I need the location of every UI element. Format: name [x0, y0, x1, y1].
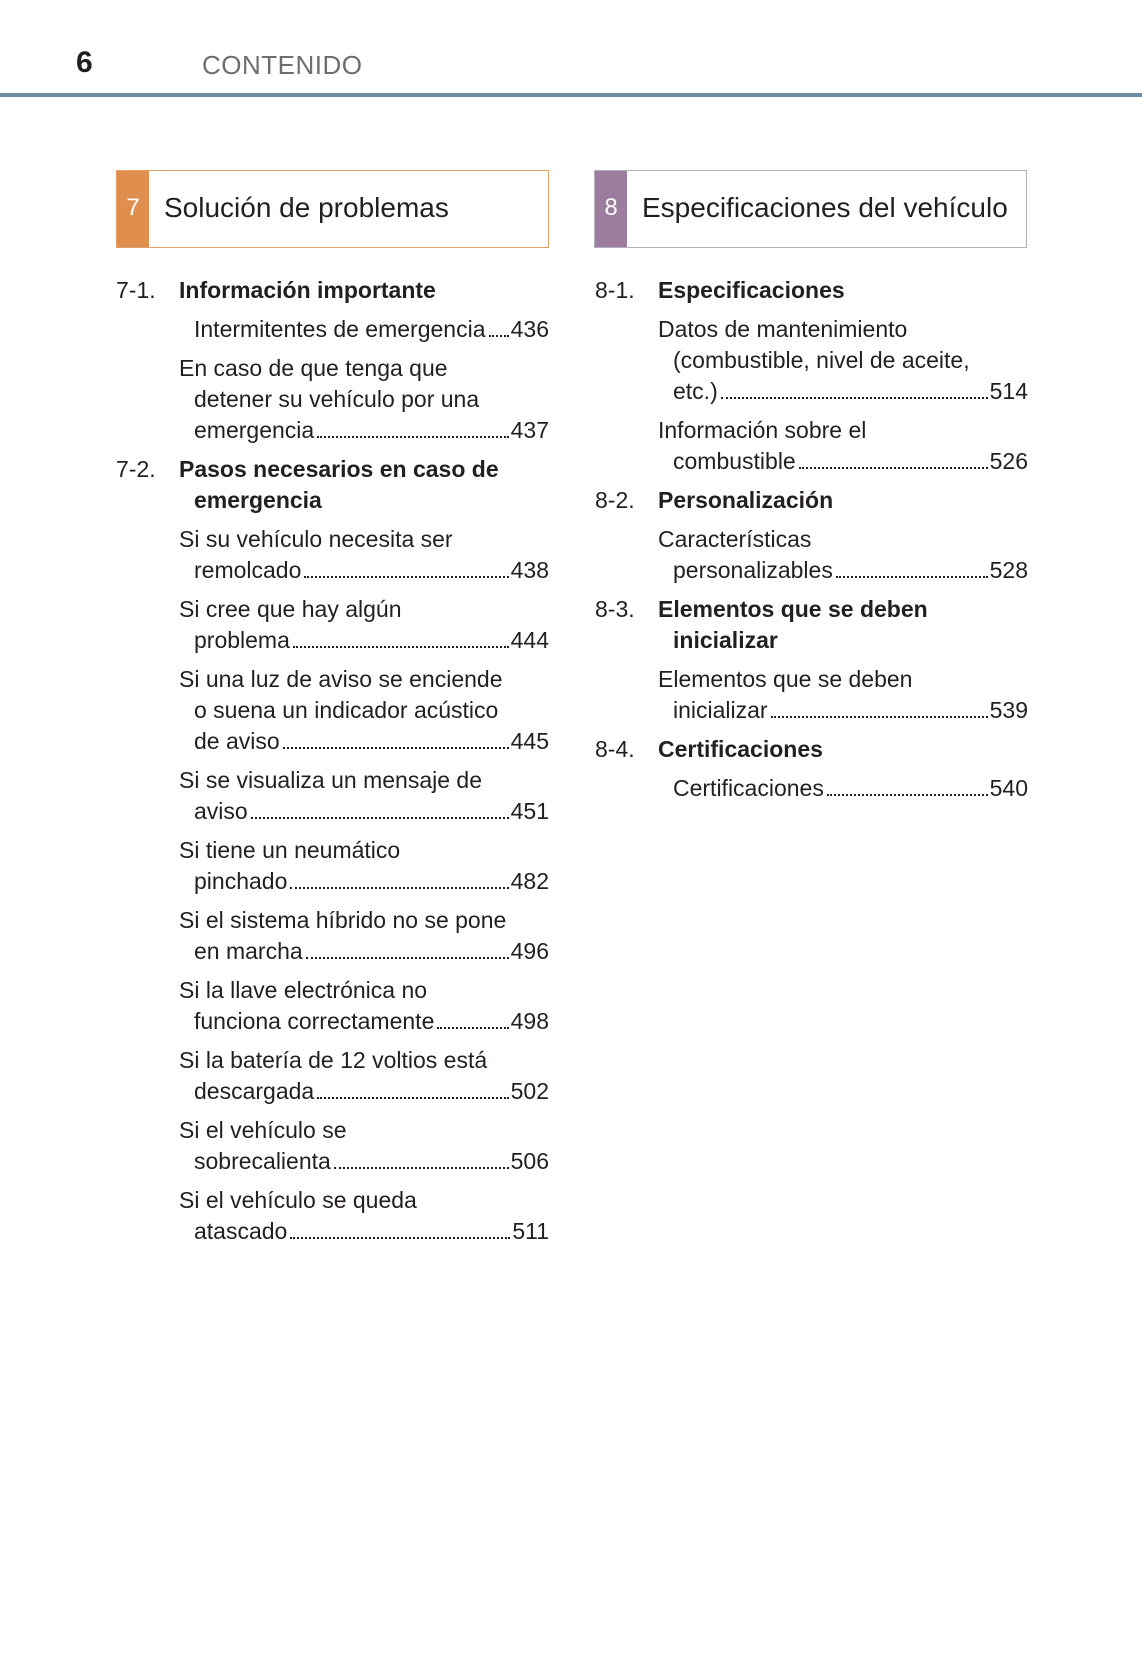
- toc-section: [116, 454, 536, 516]
- chapter-8-toc: [595, 275, 1028, 804]
- page-ref: 438: [510, 557, 549, 583]
- toc-entry[interactable]: [179, 1185, 549, 1247]
- chapter-8-number: 8: [595, 171, 627, 247]
- dot-leader: [836, 576, 988, 578]
- entry-leader-line: [673, 555, 1028, 586]
- dot-leader: [721, 397, 988, 399]
- section-number: 8-2.: [595, 487, 635, 513]
- entry-text: Si la llave electrónica no: [179, 977, 428, 1003]
- entry-last-line: de aviso: [194, 728, 280, 754]
- page-ref: 482: [510, 868, 549, 894]
- entry-text: Si el vehículo se: [179, 1117, 347, 1143]
- toc-entry[interactable]: [658, 415, 1028, 477]
- toc-entry[interactable]: [179, 664, 549, 757]
- dot-leader: [251, 817, 509, 819]
- toc-entry[interactable]: [179, 905, 549, 967]
- page-ref: 502: [510, 1078, 549, 1104]
- entry-text: Si cree que hay algún: [179, 596, 402, 622]
- entry-text: Si se visualiza un mensaje de: [179, 767, 482, 793]
- toc-entry[interactable]: [658, 314, 1028, 407]
- toc-entry[interactable]: [179, 1045, 549, 1107]
- page-ref: 444: [510, 627, 549, 653]
- page-ref: 436: [510, 316, 549, 342]
- entry-text: Si la batería de 12 voltios está: [179, 1047, 488, 1073]
- section-title: Elementos que se deben inicializar: [658, 596, 928, 653]
- toc-entry[interactable]: [179, 594, 549, 656]
- page-ref: 496: [510, 938, 549, 964]
- dot-leader: [437, 1027, 508, 1029]
- page-ref: 511: [512, 1218, 549, 1244]
- toc-entry[interactable]: [179, 353, 549, 446]
- entry-leader-line: [673, 695, 1028, 726]
- toc-entry[interactable]: [658, 773, 1028, 804]
- dot-leader: [317, 436, 508, 438]
- section-title: Información importante: [179, 277, 436, 303]
- dot-leader: [489, 335, 509, 337]
- dot-leader: [799, 467, 988, 469]
- dot-leader: [290, 1237, 510, 1239]
- page-ref: 506: [510, 1148, 549, 1174]
- entry-text: Características: [658, 526, 812, 552]
- entry-leader-line: [194, 625, 549, 656]
- chapter-8-header: [594, 170, 1027, 248]
- toc-entry[interactable]: [179, 975, 549, 1037]
- entry-last-line: inicializar: [673, 697, 768, 723]
- toc-entry[interactable]: [179, 765, 549, 827]
- dot-leader: [283, 747, 509, 749]
- entry-leader-line: [194, 555, 549, 586]
- entry-text: Elementos que se deben: [658, 666, 913, 692]
- entry-leader-line: [194, 415, 549, 446]
- dot-leader: [293, 646, 509, 648]
- toc-section: [116, 275, 536, 306]
- page-ref: 451: [510, 798, 549, 824]
- entry-last-line: emergencia: [194, 417, 315, 443]
- entry-text: Si el vehículo se queda: [179, 1187, 417, 1213]
- toc-entry[interactable]: [179, 314, 549, 345]
- page-ref: 526: [989, 448, 1028, 474]
- dot-leader: [290, 887, 508, 889]
- entry-last-line: pinchado: [194, 868, 288, 894]
- dot-leader: [317, 1097, 508, 1099]
- running-title: CONTENIDO: [202, 50, 363, 80]
- entry-last-line: Intermitentes de emergencia: [194, 316, 486, 342]
- dot-leader: [827, 794, 988, 796]
- entry-leader-line: [194, 726, 549, 757]
- section-number: 8-4.: [595, 736, 635, 762]
- chapter-7-toc: [116, 275, 549, 1247]
- entry-leader-line: [194, 1146, 549, 1177]
- toc-entry[interactable]: [658, 664, 1028, 726]
- page-ref: 514: [989, 378, 1028, 404]
- chapter-7-number: 7: [117, 171, 149, 247]
- toc-section: [595, 734, 1015, 765]
- entry-text: En caso de que tenga que detener su vehículo por una: [179, 355, 480, 412]
- section-number: 7-2.: [116, 456, 156, 482]
- entry-leader-line: [673, 773, 1028, 804]
- toc-entry[interactable]: [179, 524, 549, 586]
- entry-last-line: aviso: [194, 798, 248, 824]
- entry-last-line: sobrecalienta: [194, 1148, 331, 1174]
- section-number: 7-1.: [116, 277, 156, 303]
- section-title: Pasos necesarios en caso de emergencia: [179, 456, 499, 513]
- entry-last-line: remolcado: [194, 557, 302, 583]
- chapter-8-title: Especificaciones del vehículo: [642, 192, 1008, 223]
- entry-leader-line: [673, 446, 1028, 477]
- toc-entry[interactable]: [179, 1115, 549, 1177]
- entry-leader-line: [194, 1216, 549, 1247]
- section-title: Certificaciones: [658, 736, 823, 762]
- page-ref: 539: [989, 697, 1028, 723]
- toc-section: [595, 485, 1015, 516]
- chapter-7-title: Solución de problemas: [164, 192, 449, 223]
- entry-text: Si una luz de aviso se enciende o suena un indicador acústico: [179, 666, 503, 723]
- entry-text: Si su vehículo necesita ser: [179, 526, 453, 552]
- entry-last-line: etc.): [673, 378, 718, 404]
- entry-text: Datos de mantenimiento (combustible, nivel de aceite,: [658, 316, 970, 373]
- section-title: Personalización: [658, 487, 834, 513]
- section-title: Especificaciones: [658, 277, 845, 303]
- entry-leader-line: [194, 314, 549, 345]
- section-number: 8-3.: [595, 596, 635, 622]
- entry-leader-line: [194, 1076, 549, 1107]
- toc-section: [595, 594, 1015, 656]
- page-number: 6: [76, 46, 93, 79]
- chapter-7-header: [116, 170, 549, 248]
- entry-leader-line: [673, 376, 1028, 407]
- dot-leader: [304, 576, 508, 578]
- section-number: 8-1.: [595, 277, 635, 303]
- entry-last-line: Certificaciones: [673, 775, 824, 801]
- toc-section: [595, 275, 1015, 306]
- page-ref: 498: [510, 1008, 549, 1034]
- entry-last-line: problema: [194, 627, 290, 653]
- entry-leader-line: [194, 1006, 549, 1037]
- entry-leader-line: [194, 796, 549, 827]
- entry-text: Si el sistema híbrido no se pone: [179, 907, 507, 933]
- entry-last-line: en marcha: [194, 938, 303, 964]
- entry-leader-line: [194, 866, 549, 897]
- header-rule: [0, 93, 1142, 97]
- entry-text: Información sobre el: [658, 417, 867, 443]
- toc-entry[interactable]: [179, 835, 549, 897]
- entry-last-line: combustible: [673, 448, 796, 474]
- page-ref: 445: [510, 728, 549, 754]
- page-ref: 540: [989, 775, 1028, 801]
- entry-last-line: atascado: [194, 1218, 288, 1244]
- page-ref: 437: [510, 417, 549, 443]
- entry-last-line: personalizables: [673, 557, 833, 583]
- dot-leader: [306, 957, 509, 959]
- entry-text: Si tiene un neumático: [179, 837, 401, 863]
- entry-last-line: funciona correctamente: [194, 1008, 435, 1034]
- dot-leader: [771, 716, 988, 718]
- entry-last-line: descargada: [194, 1078, 315, 1104]
- page-ref: 528: [989, 557, 1028, 583]
- entry-leader-line: [194, 936, 549, 967]
- dot-leader: [334, 1167, 509, 1169]
- toc-entry[interactable]: [658, 524, 1028, 586]
